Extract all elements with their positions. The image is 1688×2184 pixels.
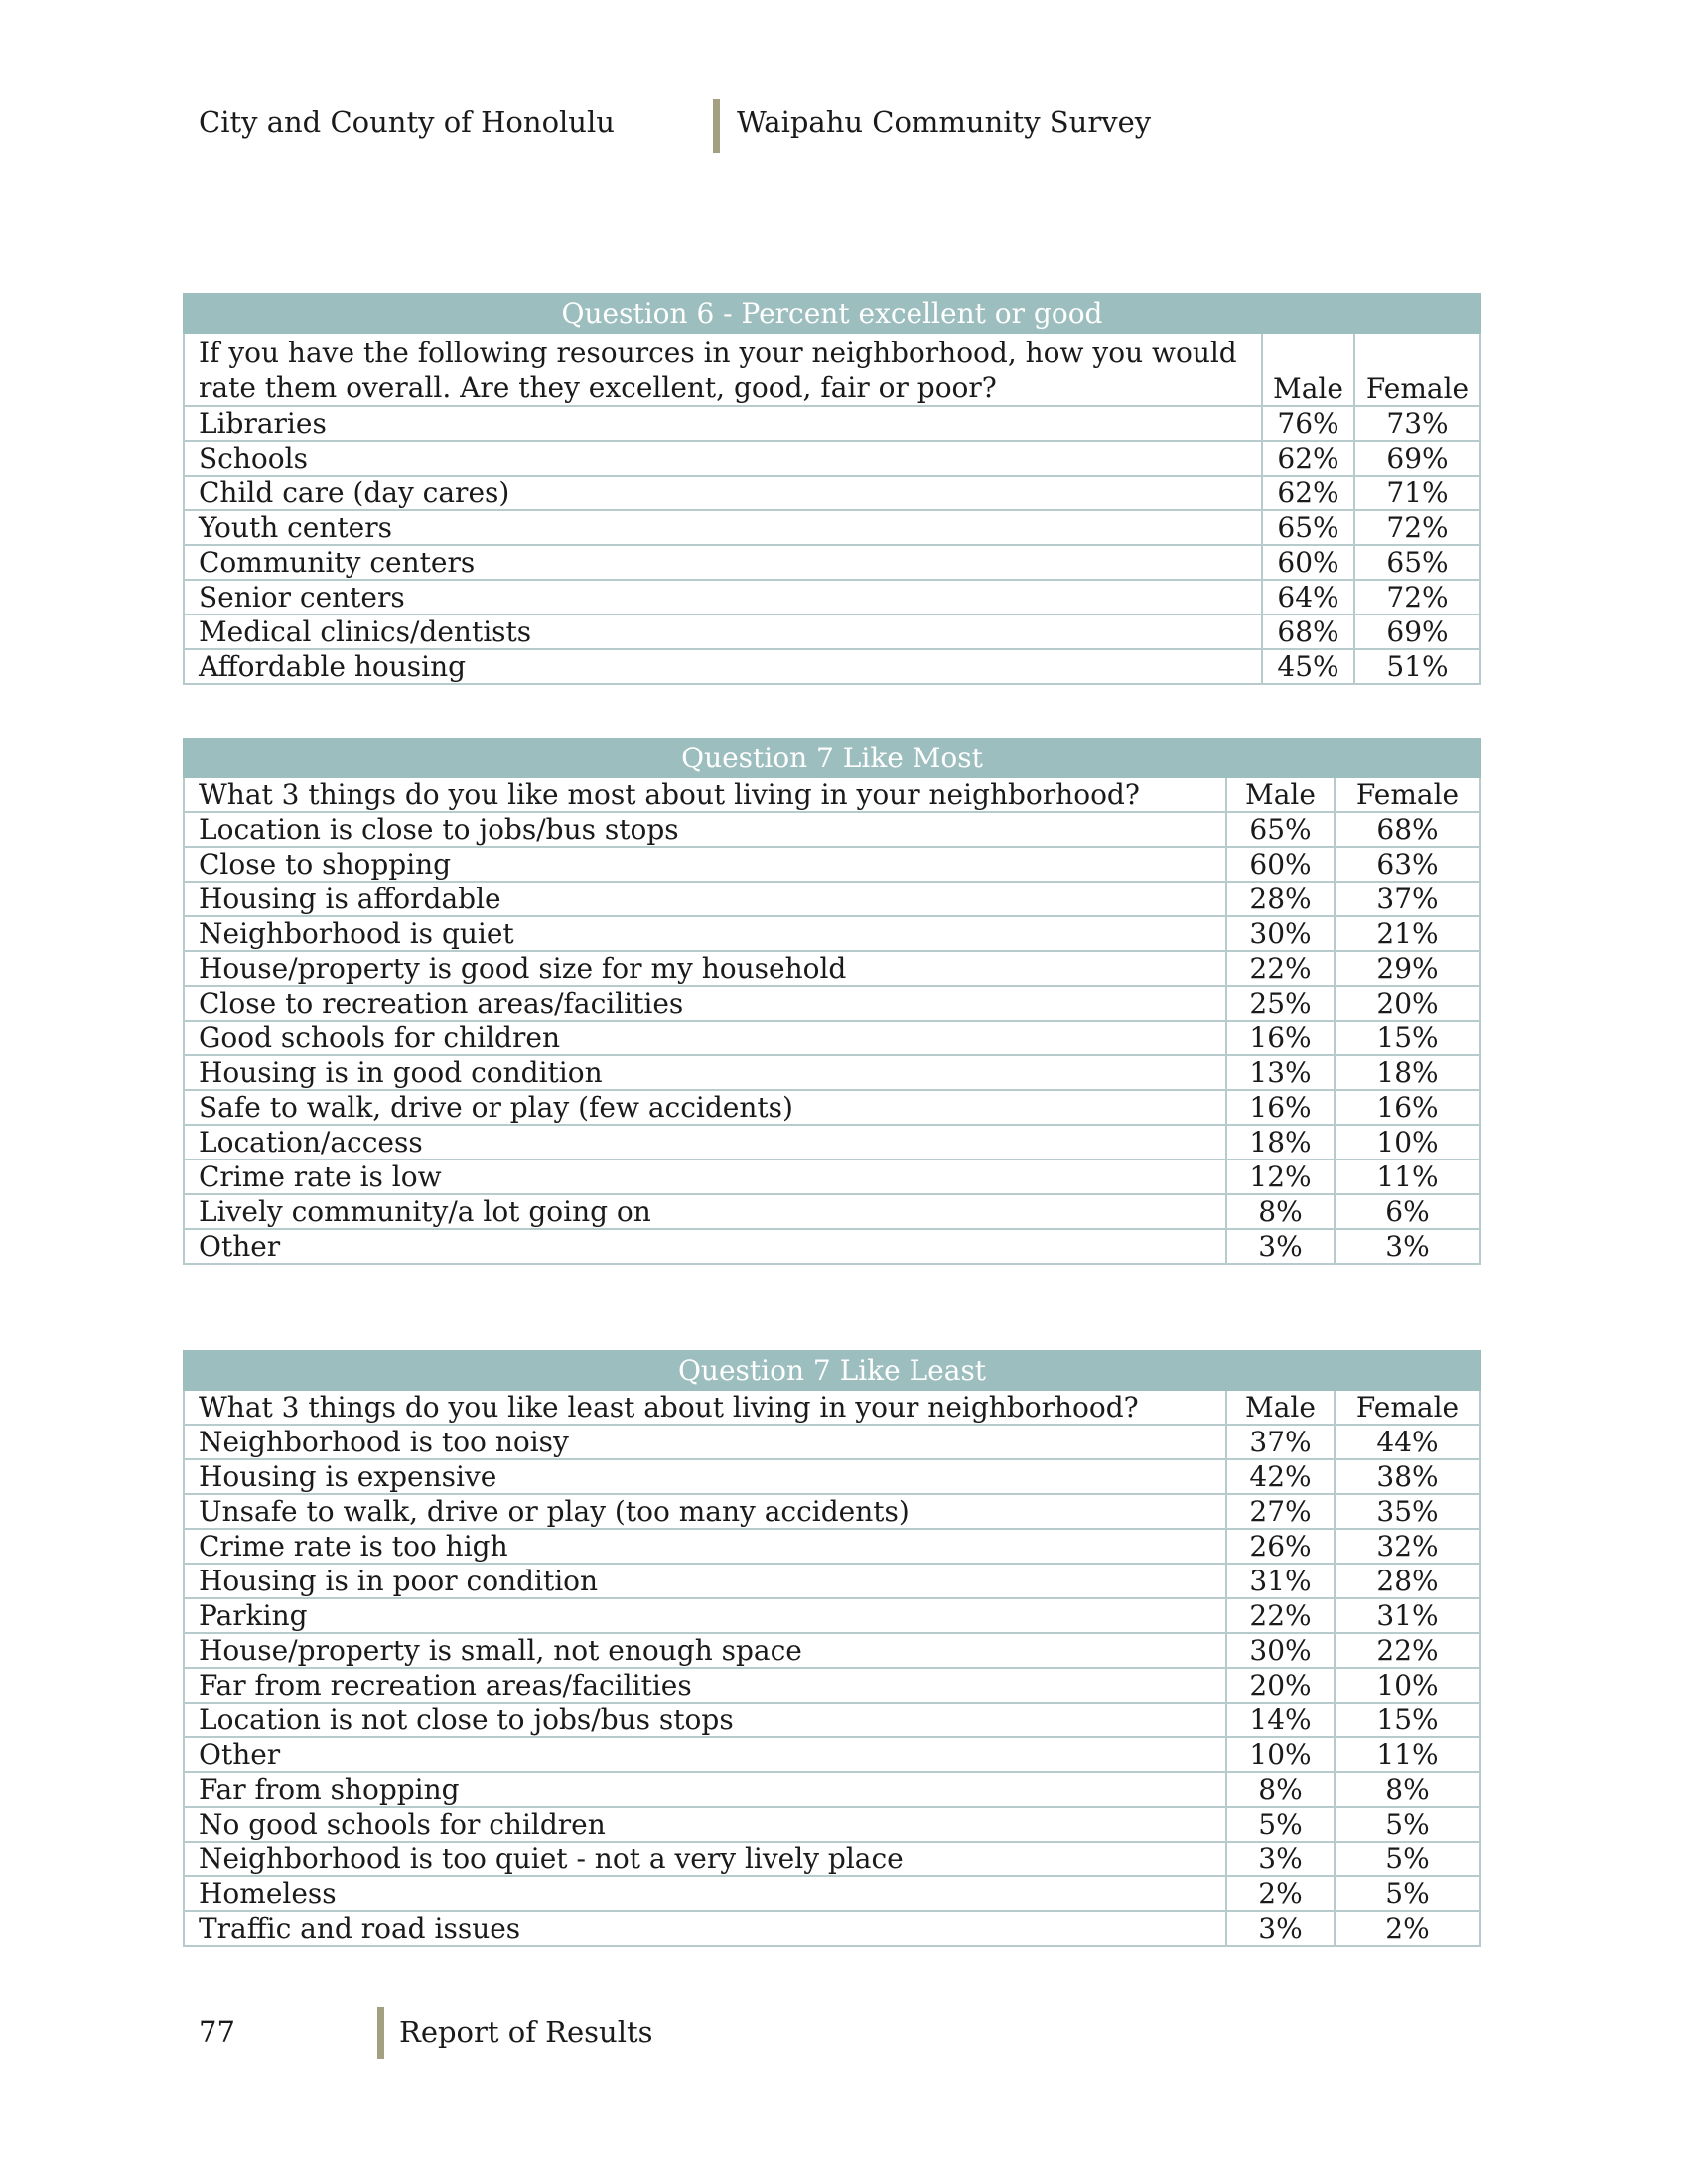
table-row bbox=[184, 1842, 1480, 1876]
row-label: House/property is good size for my household bbox=[184, 951, 1226, 986]
row-label: Neighborhood is too quiet - not a very lively place bbox=[184, 1842, 1226, 1876]
row-label: Other bbox=[184, 1737, 1226, 1772]
row-label: Far from shopping bbox=[184, 1772, 1226, 1807]
row-label: Neighborhood is quiet bbox=[184, 916, 1226, 951]
male-value: 65% bbox=[1262, 510, 1354, 545]
female-value: 38% bbox=[1335, 1459, 1480, 1494]
female-value: 44% bbox=[1335, 1425, 1480, 1459]
row-label: Libraries bbox=[184, 406, 1262, 441]
male-value: 8% bbox=[1226, 1772, 1335, 1807]
table-row bbox=[184, 1772, 1480, 1807]
male-value: 12% bbox=[1226, 1160, 1335, 1194]
row-label: Youth centers bbox=[184, 510, 1262, 545]
table-row bbox=[184, 1125, 1480, 1160]
male-value: 62% bbox=[1262, 476, 1354, 510]
table-row bbox=[184, 1633, 1480, 1668]
table-row bbox=[184, 986, 1480, 1021]
question-7-like-most-table bbox=[183, 738, 1481, 1265]
male-value: 3% bbox=[1226, 1229, 1335, 1264]
header-divider bbox=[713, 99, 720, 153]
row-label: No good schools for children bbox=[184, 1807, 1226, 1842]
table-row bbox=[184, 1494, 1480, 1529]
female-value: 6% bbox=[1335, 1194, 1480, 1229]
header-document-title: Waipahu Community Survey bbox=[737, 105, 1152, 139]
male-value: 3% bbox=[1226, 1842, 1335, 1876]
row-label: Lively community/a lot going on bbox=[184, 1194, 1226, 1229]
female-value: 10% bbox=[1335, 1125, 1480, 1160]
row-label: Child care (day cares) bbox=[184, 476, 1262, 510]
table-row bbox=[184, 1529, 1480, 1564]
male-value: 8% bbox=[1226, 1194, 1335, 1229]
table-title: Question 7 Like Least bbox=[184, 1351, 1480, 1390]
question-7-like-least-table bbox=[183, 1350, 1481, 1947]
row-label: Location is close to jobs/bus stops bbox=[184, 812, 1226, 847]
female-value: 22% bbox=[1335, 1633, 1480, 1668]
question-text: If you have the following resources in your neighborhood, how you would rate them overall. Are they excellent, good, fair or poor? bbox=[184, 333, 1262, 406]
male-value: 14% bbox=[1226, 1703, 1335, 1737]
footer-title: Report of Results bbox=[399, 2015, 653, 2049]
row-label: Homeless bbox=[184, 1876, 1226, 1911]
table-row bbox=[184, 951, 1480, 986]
male-value: 20% bbox=[1226, 1668, 1335, 1703]
male-value: 5% bbox=[1226, 1807, 1335, 1842]
table-row bbox=[184, 847, 1480, 882]
row-label: Safe to walk, drive or play (few accidents) bbox=[184, 1090, 1226, 1125]
row-label: Close to recreation areas/facilities bbox=[184, 986, 1226, 1021]
male-value: 68% bbox=[1262, 614, 1354, 649]
table-row bbox=[184, 580, 1480, 614]
male-value: 31% bbox=[1226, 1564, 1335, 1598]
table-row bbox=[184, 1090, 1480, 1125]
table-row bbox=[184, 1459, 1480, 1494]
male-value: 65% bbox=[1226, 812, 1335, 847]
female-value: 16% bbox=[1335, 1090, 1480, 1125]
female-value: 5% bbox=[1335, 1807, 1480, 1842]
female-value: 69% bbox=[1354, 441, 1480, 476]
table-title: Question 7 Like Most bbox=[184, 739, 1480, 777]
male-value: 76% bbox=[1262, 406, 1354, 441]
table-row bbox=[184, 1564, 1480, 1598]
female-value: 73% bbox=[1354, 406, 1480, 441]
row-label: Housing is affordable bbox=[184, 882, 1226, 916]
female-value: 51% bbox=[1354, 649, 1480, 684]
row-label: Unsafe to walk, drive or play (too many accidents) bbox=[184, 1494, 1226, 1529]
table-row bbox=[184, 1703, 1480, 1737]
female-value: 29% bbox=[1335, 951, 1480, 986]
column-header-female: Female bbox=[1335, 1390, 1480, 1425]
row-label: Housing is expensive bbox=[184, 1459, 1226, 1494]
female-value: 35% bbox=[1335, 1494, 1480, 1529]
female-value: 28% bbox=[1335, 1564, 1480, 1598]
row-label: Housing is in poor condition bbox=[184, 1564, 1226, 1598]
male-value: 37% bbox=[1226, 1425, 1335, 1459]
female-value: 72% bbox=[1354, 580, 1480, 614]
table-row bbox=[184, 476, 1480, 510]
male-value: 27% bbox=[1226, 1494, 1335, 1529]
row-label: Far from recreation areas/facilities bbox=[184, 1668, 1226, 1703]
row-label: Location is not close to jobs/bus stops bbox=[184, 1703, 1226, 1737]
male-value: 25% bbox=[1226, 986, 1335, 1021]
female-value: 72% bbox=[1354, 510, 1480, 545]
female-value: 8% bbox=[1335, 1772, 1480, 1807]
table-row bbox=[184, 614, 1480, 649]
table-title: Question 6 - Percent excellent or good bbox=[184, 294, 1480, 333]
female-value: 15% bbox=[1335, 1703, 1480, 1737]
row-label: Community centers bbox=[184, 545, 1262, 580]
male-value: 45% bbox=[1262, 649, 1354, 684]
female-value: 32% bbox=[1335, 1529, 1480, 1564]
female-value: 2% bbox=[1335, 1911, 1480, 1946]
row-label: Other bbox=[184, 1229, 1226, 1264]
page-number: 77 bbox=[199, 2015, 235, 2049]
male-value: 16% bbox=[1226, 1021, 1335, 1055]
table-row bbox=[184, 1229, 1480, 1264]
row-label: Housing is in good condition bbox=[184, 1055, 1226, 1090]
table-row bbox=[184, 1194, 1480, 1229]
row-label: House/property is small, not enough space bbox=[184, 1633, 1226, 1668]
female-value: 5% bbox=[1335, 1842, 1480, 1876]
female-value: 18% bbox=[1335, 1055, 1480, 1090]
table-row bbox=[184, 441, 1480, 476]
row-label: Parking bbox=[184, 1598, 1226, 1633]
footer-divider bbox=[377, 2007, 384, 2059]
male-value: 22% bbox=[1226, 1598, 1335, 1633]
male-value: 3% bbox=[1226, 1911, 1335, 1946]
table-row bbox=[184, 882, 1480, 916]
male-value: 28% bbox=[1226, 882, 1335, 916]
table-row bbox=[184, 406, 1480, 441]
male-value: 2% bbox=[1226, 1876, 1335, 1911]
question-6-table bbox=[183, 293, 1481, 685]
row-label: Senior centers bbox=[184, 580, 1262, 614]
male-value: 26% bbox=[1226, 1529, 1335, 1564]
female-value: 15% bbox=[1335, 1021, 1480, 1055]
row-label: Good schools for children bbox=[184, 1021, 1226, 1055]
female-value: 11% bbox=[1335, 1160, 1480, 1194]
female-value: 10% bbox=[1335, 1668, 1480, 1703]
question-text: What 3 things do you like least about living in your neighborhood? bbox=[184, 1390, 1226, 1425]
table-row bbox=[184, 1807, 1480, 1842]
male-value: 30% bbox=[1226, 1633, 1335, 1668]
male-value: 10% bbox=[1226, 1737, 1335, 1772]
male-value: 62% bbox=[1262, 441, 1354, 476]
row-label: Traffic and road issues bbox=[184, 1911, 1226, 1946]
female-value: 21% bbox=[1335, 916, 1480, 951]
male-value: 42% bbox=[1226, 1459, 1335, 1494]
row-label: Crime rate is low bbox=[184, 1160, 1226, 1194]
row-label: Crime rate is too high bbox=[184, 1529, 1226, 1564]
table-row bbox=[184, 812, 1480, 847]
question-text: What 3 things do you like most about living in your neighborhood? bbox=[184, 777, 1226, 812]
male-value: 22% bbox=[1226, 951, 1335, 986]
column-header-female: Female bbox=[1354, 333, 1480, 406]
row-label: Affordable housing bbox=[184, 649, 1262, 684]
female-value: 68% bbox=[1335, 812, 1480, 847]
female-value: 3% bbox=[1335, 1229, 1480, 1264]
table-row bbox=[184, 649, 1480, 684]
table-row bbox=[184, 1598, 1480, 1633]
table-row bbox=[184, 1911, 1480, 1946]
table-row bbox=[184, 916, 1480, 951]
female-value: 31% bbox=[1335, 1598, 1480, 1633]
male-value: 64% bbox=[1262, 580, 1354, 614]
female-value: 11% bbox=[1335, 1737, 1480, 1772]
table-row bbox=[184, 1055, 1480, 1090]
female-value: 5% bbox=[1335, 1876, 1480, 1911]
female-value: 37% bbox=[1335, 882, 1480, 916]
male-value: 30% bbox=[1226, 916, 1335, 951]
male-value: 60% bbox=[1226, 847, 1335, 882]
female-value: 65% bbox=[1354, 545, 1480, 580]
female-value: 63% bbox=[1335, 847, 1480, 882]
table-row bbox=[184, 1425, 1480, 1459]
table-row bbox=[184, 1668, 1480, 1703]
male-value: 13% bbox=[1226, 1055, 1335, 1090]
male-value: 16% bbox=[1226, 1090, 1335, 1125]
column-header-male: Male bbox=[1262, 333, 1354, 406]
female-value: 69% bbox=[1354, 614, 1480, 649]
row-label: Medical clinics/dentists bbox=[184, 614, 1262, 649]
female-value: 71% bbox=[1354, 476, 1480, 510]
row-label: Close to shopping bbox=[184, 847, 1226, 882]
table-row bbox=[184, 545, 1480, 580]
table-row bbox=[184, 510, 1480, 545]
table-row bbox=[184, 1021, 1480, 1055]
female-value: 20% bbox=[1335, 986, 1480, 1021]
table-row bbox=[184, 1876, 1480, 1911]
male-value: 18% bbox=[1226, 1125, 1335, 1160]
table-row bbox=[184, 1160, 1480, 1194]
male-value: 60% bbox=[1262, 545, 1354, 580]
column-header-male: Male bbox=[1226, 1390, 1335, 1425]
table-row bbox=[184, 1737, 1480, 1772]
row-label: Location/access bbox=[184, 1125, 1226, 1160]
row-label: Neighborhood is too noisy bbox=[184, 1425, 1226, 1459]
column-header-female: Female bbox=[1335, 777, 1480, 812]
row-label: Schools bbox=[184, 441, 1262, 476]
column-header-male: Male bbox=[1226, 777, 1335, 812]
header-organization: City and County of Honolulu bbox=[199, 105, 615, 139]
